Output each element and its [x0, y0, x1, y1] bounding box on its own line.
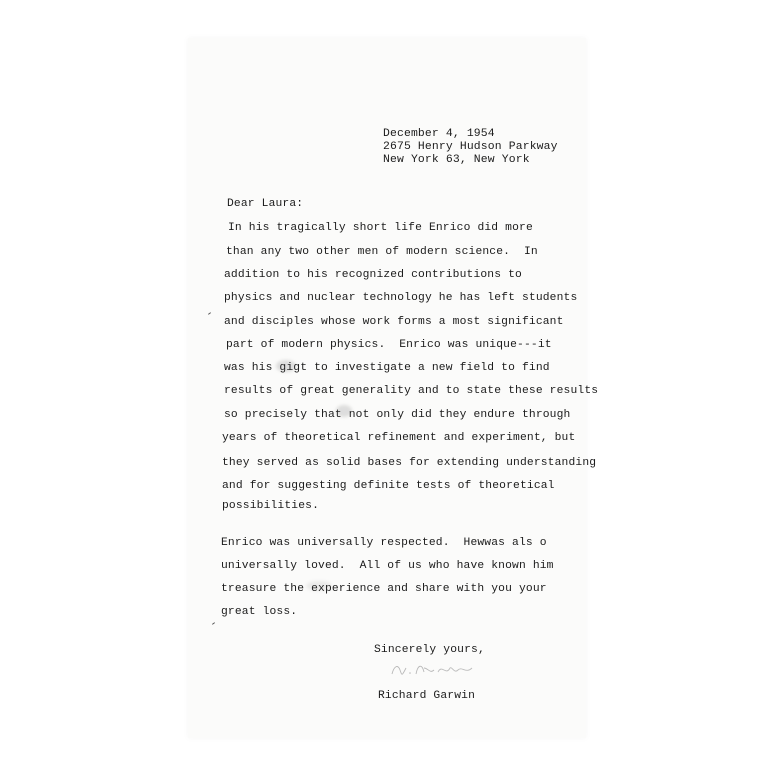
paragraph-line: and for suggesting definite tests of theoretical: [222, 480, 555, 492]
signature-name: Richard Garwin: [378, 690, 476, 702]
paragraph-line: they served as solid bases for extending understanding: [222, 457, 597, 469]
ink-smudge: [276, 360, 296, 372]
address-line-2: New York 63, New York: [383, 154, 530, 166]
closing: Sincerely yours,: [374, 644, 485, 656]
handwritten-signature: [388, 658, 488, 682]
address-line-1: 2675 Henry Hudson Parkway: [383, 141, 558, 153]
salutation: Dear Laura:: [227, 198, 304, 210]
paragraph-line: treasure the experience and share with you your: [221, 583, 547, 595]
paragraph-line: addition to his recognized contributions to: [224, 269, 522, 281]
paragraph-line: In his tragically short life Enrico did more: [228, 222, 533, 234]
paragraph-line: part of modern physics. Enrico was unique---it: [226, 339, 552, 351]
ink-smudge: [336, 405, 352, 417]
paragraph-line: so precisely that not only did they endure through: [224, 409, 571, 421]
paragraph-line: universally loved. All of us who have known him: [221, 560, 554, 572]
paragraph-line: results of great generality and to state these results: [224, 385, 599, 397]
paragraph-line: than any two other men of modern science. In: [226, 246, 538, 258]
paragraph-line: physics and nuclear technology he has left students: [224, 292, 578, 304]
paragraph-line: possibilities.: [222, 500, 320, 512]
letter-date: December 4, 1954: [383, 128, 495, 140]
ink-smudge: [306, 581, 332, 591]
paragraph-line: great loss.: [221, 606, 298, 618]
paragraph-line: and disciples whose work forms a most significant: [224, 316, 564, 328]
paragraph-line: was his gigt to investigate a new field to find: [224, 362, 550, 374]
paragraph-line: years of theoretical refinement and experiment, but: [222, 432, 576, 444]
paragraph-line: Enrico was universally respected. Hewwas als o: [221, 537, 547, 549]
